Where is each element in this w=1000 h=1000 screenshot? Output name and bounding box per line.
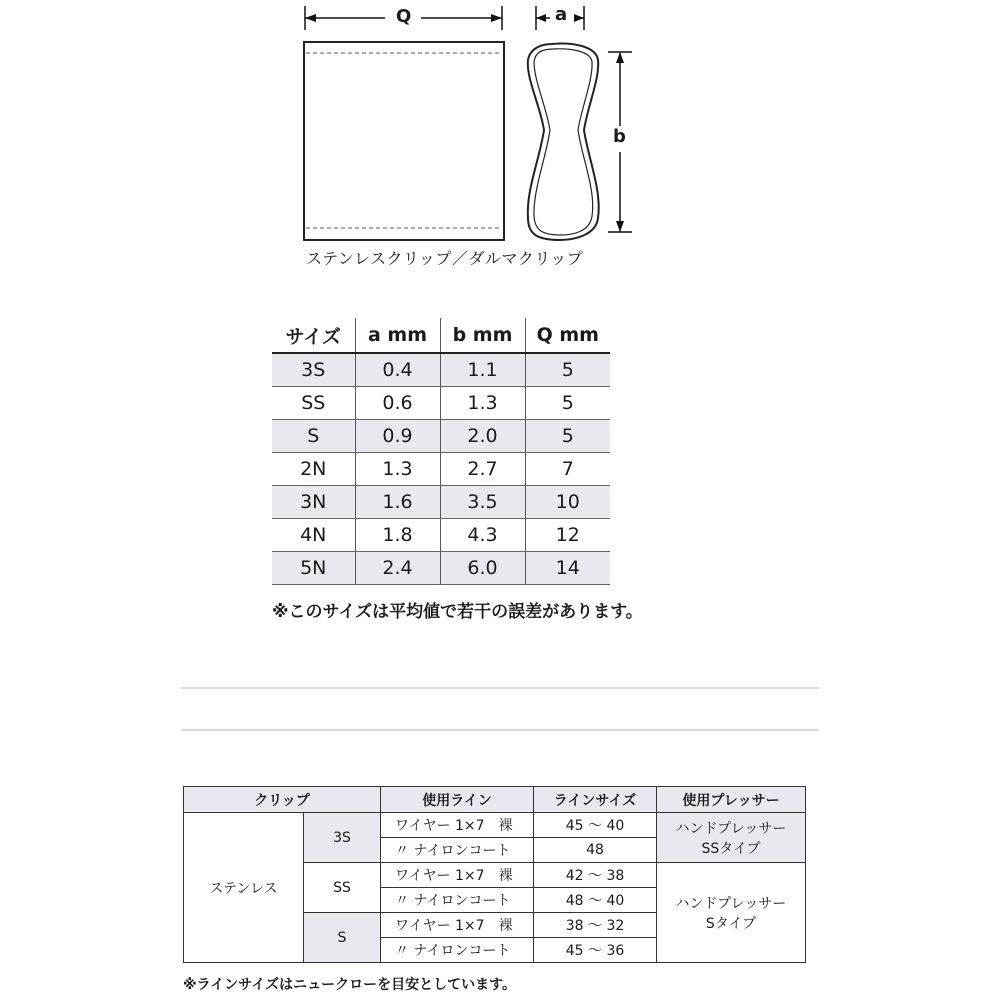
cell: S — [272, 420, 355, 453]
table-row — [272, 420, 610, 453]
header-line: 使用ライン — [381, 787, 534, 813]
cell: 14 — [525, 552, 610, 585]
cell: 2.4 — [355, 552, 440, 585]
header-q: Q mm — [536, 324, 599, 346]
size-note: ※このサイズは平均値で若干の誤差があります。 — [272, 602, 643, 622]
cell: 0.4 — [355, 353, 440, 387]
line-range-cell: 38 ～ 32 — [534, 913, 657, 938]
divider — [181, 729, 819, 731]
cell: 1.6 — [355, 486, 440, 519]
b-label: b — [613, 126, 626, 147]
q-label: Q — [396, 6, 412, 27]
clip-front-view — [304, 42, 504, 240]
line-range-cell: 48 — [534, 838, 657, 863]
line-type-cell: 〃 ナイロンコート — [381, 938, 534, 963]
table-row — [272, 519, 610, 552]
clip-size-cell: 3S — [304, 813, 381, 863]
cell: 1.3 — [440, 387, 525, 420]
cell: 3N — [272, 486, 355, 519]
divider — [181, 687, 819, 689]
cell: 4.3 — [440, 519, 525, 552]
clip-side-view — [528, 44, 599, 240]
line-type-cell: ワイヤー 1×7 裸 — [381, 863, 534, 888]
cell: 10 — [525, 486, 610, 519]
table-row — [272, 353, 610, 387]
clip-size-cell: SS — [304, 863, 381, 913]
header-size: サイズ — [272, 318, 355, 353]
table-row — [272, 453, 610, 486]
cell: 5 — [525, 387, 610, 420]
header-clip: クリップ — [184, 787, 381, 813]
table-row — [184, 813, 806, 838]
cell: 5N — [272, 552, 355, 585]
cell: 0.6 — [355, 387, 440, 420]
clip-usage-table — [183, 786, 806, 963]
line-range-cell: 45 ～ 36 — [534, 938, 657, 963]
clip-size-cell: S — [304, 913, 381, 963]
cell: 0.9 — [355, 420, 440, 453]
diagram-caption: ステンレスクリップ／ダルマクリップ — [306, 249, 584, 268]
header-presser: 使用プレッサー — [657, 787, 806, 813]
size-table-header — [272, 318, 610, 353]
presser-cell: ハンドプレッサー SSタイプ — [657, 813, 806, 863]
cell: 1.8 — [355, 519, 440, 552]
line-size-note: ※ラインサイズはニュークローを目安としています。 — [183, 977, 516, 993]
cell: 4N — [272, 519, 355, 552]
cell: 3.5 — [440, 486, 525, 519]
table-row — [272, 387, 610, 420]
size-table — [272, 318, 610, 585]
cell: 5 — [525, 353, 610, 387]
presser-cell: ハンドプレッサー Sタイプ — [657, 863, 806, 963]
cell: SS — [272, 387, 355, 420]
a-label: a — [555, 4, 568, 25]
line-type-cell: 〃 ナイロンコート — [381, 888, 534, 913]
line-type-cell: ワイヤー 1×7 裸 — [381, 813, 534, 838]
header-a: a mm — [355, 318, 440, 353]
table-row — [272, 486, 610, 519]
header-b: b mm — [440, 318, 525, 353]
cell: 2.0 — [440, 420, 525, 453]
line-range-cell: 48 ～ 40 — [534, 888, 657, 913]
material-cell: ステンレス — [184, 813, 304, 963]
cell: 1.1 — [440, 353, 525, 387]
header-line-size: ラインサイズ — [534, 787, 657, 813]
clip-table-header — [184, 787, 806, 813]
cell: 2.7 — [440, 453, 525, 486]
cell: 5 — [525, 420, 610, 453]
cell: 6.0 — [440, 552, 525, 585]
cell: 1.3 — [355, 453, 440, 486]
line-range-cell: 42 ～ 38 — [534, 863, 657, 888]
table-row — [272, 552, 610, 585]
cell: 2N — [272, 453, 355, 486]
cell: 7 — [525, 453, 610, 486]
line-type-cell: ワイヤー 1×7 裸 — [381, 913, 534, 938]
cell: 12 — [525, 519, 610, 552]
line-type-cell: 〃 ナイロンコート — [381, 838, 534, 863]
line-range-cell: 45 ～ 40 — [534, 813, 657, 838]
cell: 3S — [272, 353, 355, 387]
